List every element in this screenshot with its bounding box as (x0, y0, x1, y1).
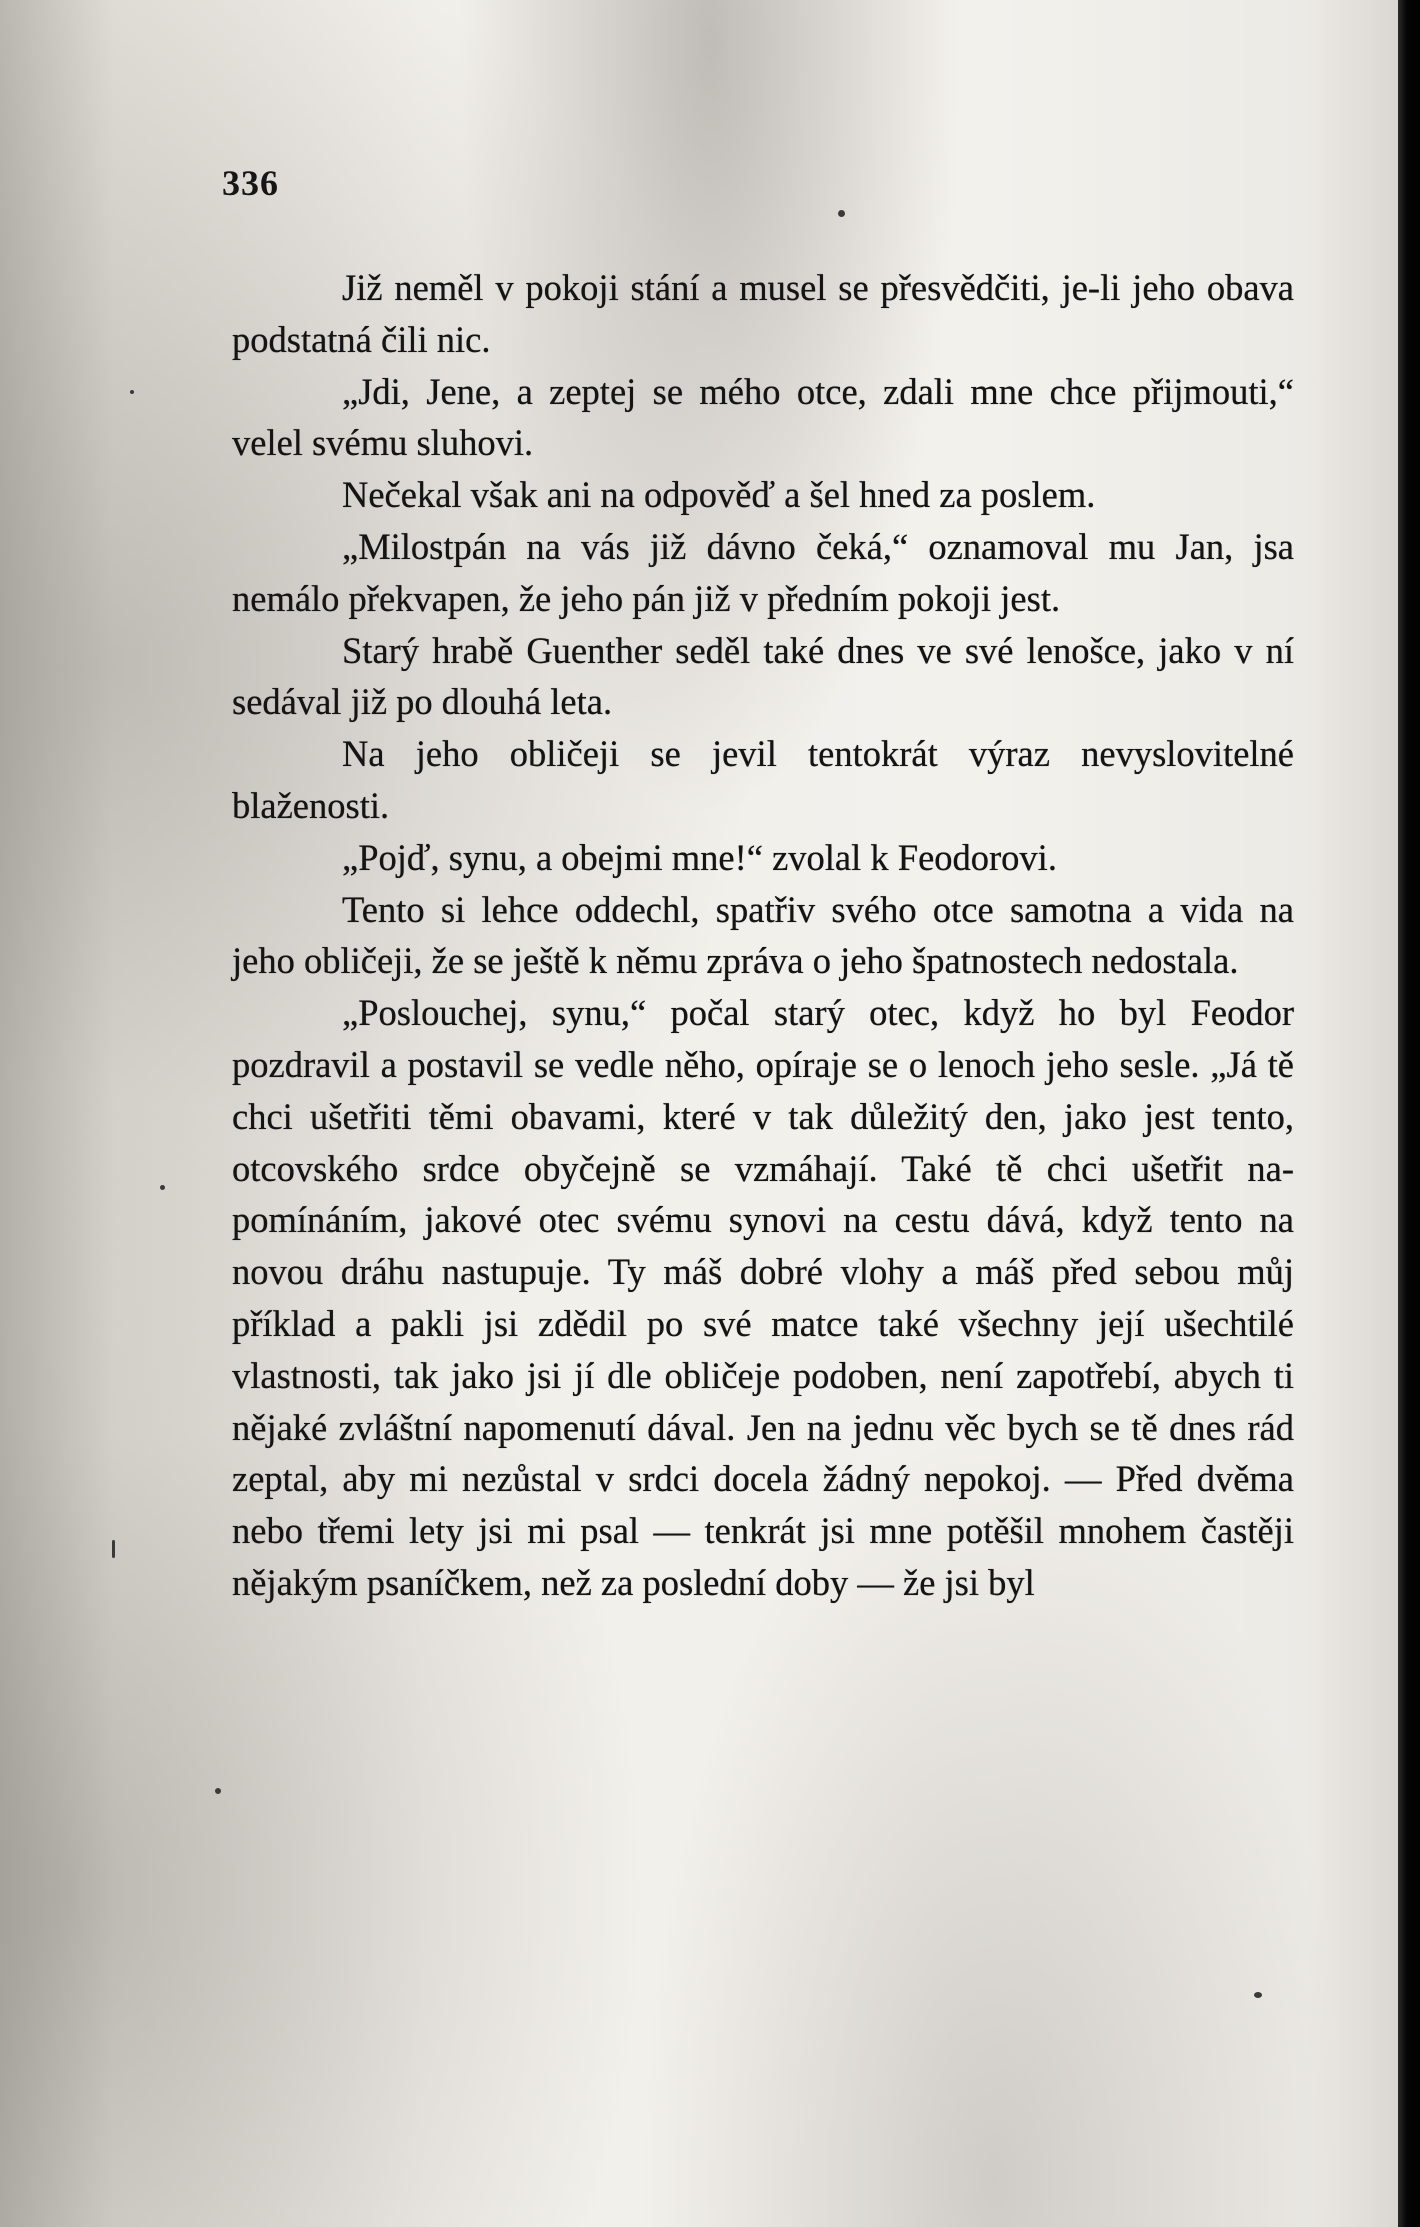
print-speck (112, 1540, 115, 1558)
paragraph: Již neměl v pokoji stání a musel se přesvědčiti, je-li jeho obava podstatná čili nic. (232, 267, 1294, 360)
print-speck (838, 210, 845, 217)
print-speck (130, 390, 134, 394)
print-speck (1254, 1992, 1262, 1998)
paragraph: „Pojď, synu, a obejmi mne!“ zvolal k Feodorovi. (342, 836, 1057, 878)
paragraph: Nečekal však ani na odpověď a šel hned za poslem. (342, 474, 1096, 516)
print-speck (160, 1185, 165, 1190)
print-speck (215, 1788, 221, 1794)
page-number: 336 (222, 163, 279, 203)
paragraph: Starý hrabě Guenther seděl také dnes ve své lenošce, jako v ní sedával již po dlouhá leta. (232, 629, 1294, 723)
paragraph: Tento si lehce oddechl, spatřiv svého otce samotna a vida na jeho obličeji, že se ještě k němu zpráva o jeho špatnostech nedostala. (232, 888, 1294, 982)
paragraph: „Jdi, Jene, a zeptej se mého otce, zdali mne chce přijmouti,“ velel svému sluhovi. (232, 370, 1294, 464)
binding-edge (1398, 0, 1420, 2227)
paragraph: Na jeho obličeji se jevil tentokrát výraz nevyslovitelné blaženosti. (232, 733, 1294, 826)
body-text (232, 262, 1294, 1609)
paragraph: „Poslouchej, synu,“ počal starý otec, když ho byl Feodor pozdravil a postavil se vedle něho, opíraje se o lenoch jeho sesle. „Já tě chci ušetřiti těmi obavami, které v tak důležitý den, jako jest tento, otcovského srdce obyčejně se vzmáhají. Také tě chci ušetřit napomínáním, jakové otec svému synovi na cestu dává, když tento na novou dráhu nastupuje. Ty máš dobré vlohy a máš před sebou můj příklad a pakli jsi zdědil po své matce také všechny její ušechtilé vlastnosti, tak jako jsi jí dle obličeje podoben, není zapotřebí, abych ti nějaké zvláštní napomenutí dával. Jen na jednu věc bych se tě dnes rád zeptal, aby mi nezůstal v srdci docela žádný nepokoj. — Před dvěma nebo třemi lety jsi mi psal — tenkrát jsi mne potěšil mnohem častěji nějakým psaníčkem, než za poslední doby — že jsi byl (232, 992, 1294, 1603)
paragraph: „Milostpán na vás již dávno čeká,“ oznamoval mu Jan, jsa nemálo překvapen, že jeho pán již v předním pokoji jest. (232, 525, 1294, 619)
